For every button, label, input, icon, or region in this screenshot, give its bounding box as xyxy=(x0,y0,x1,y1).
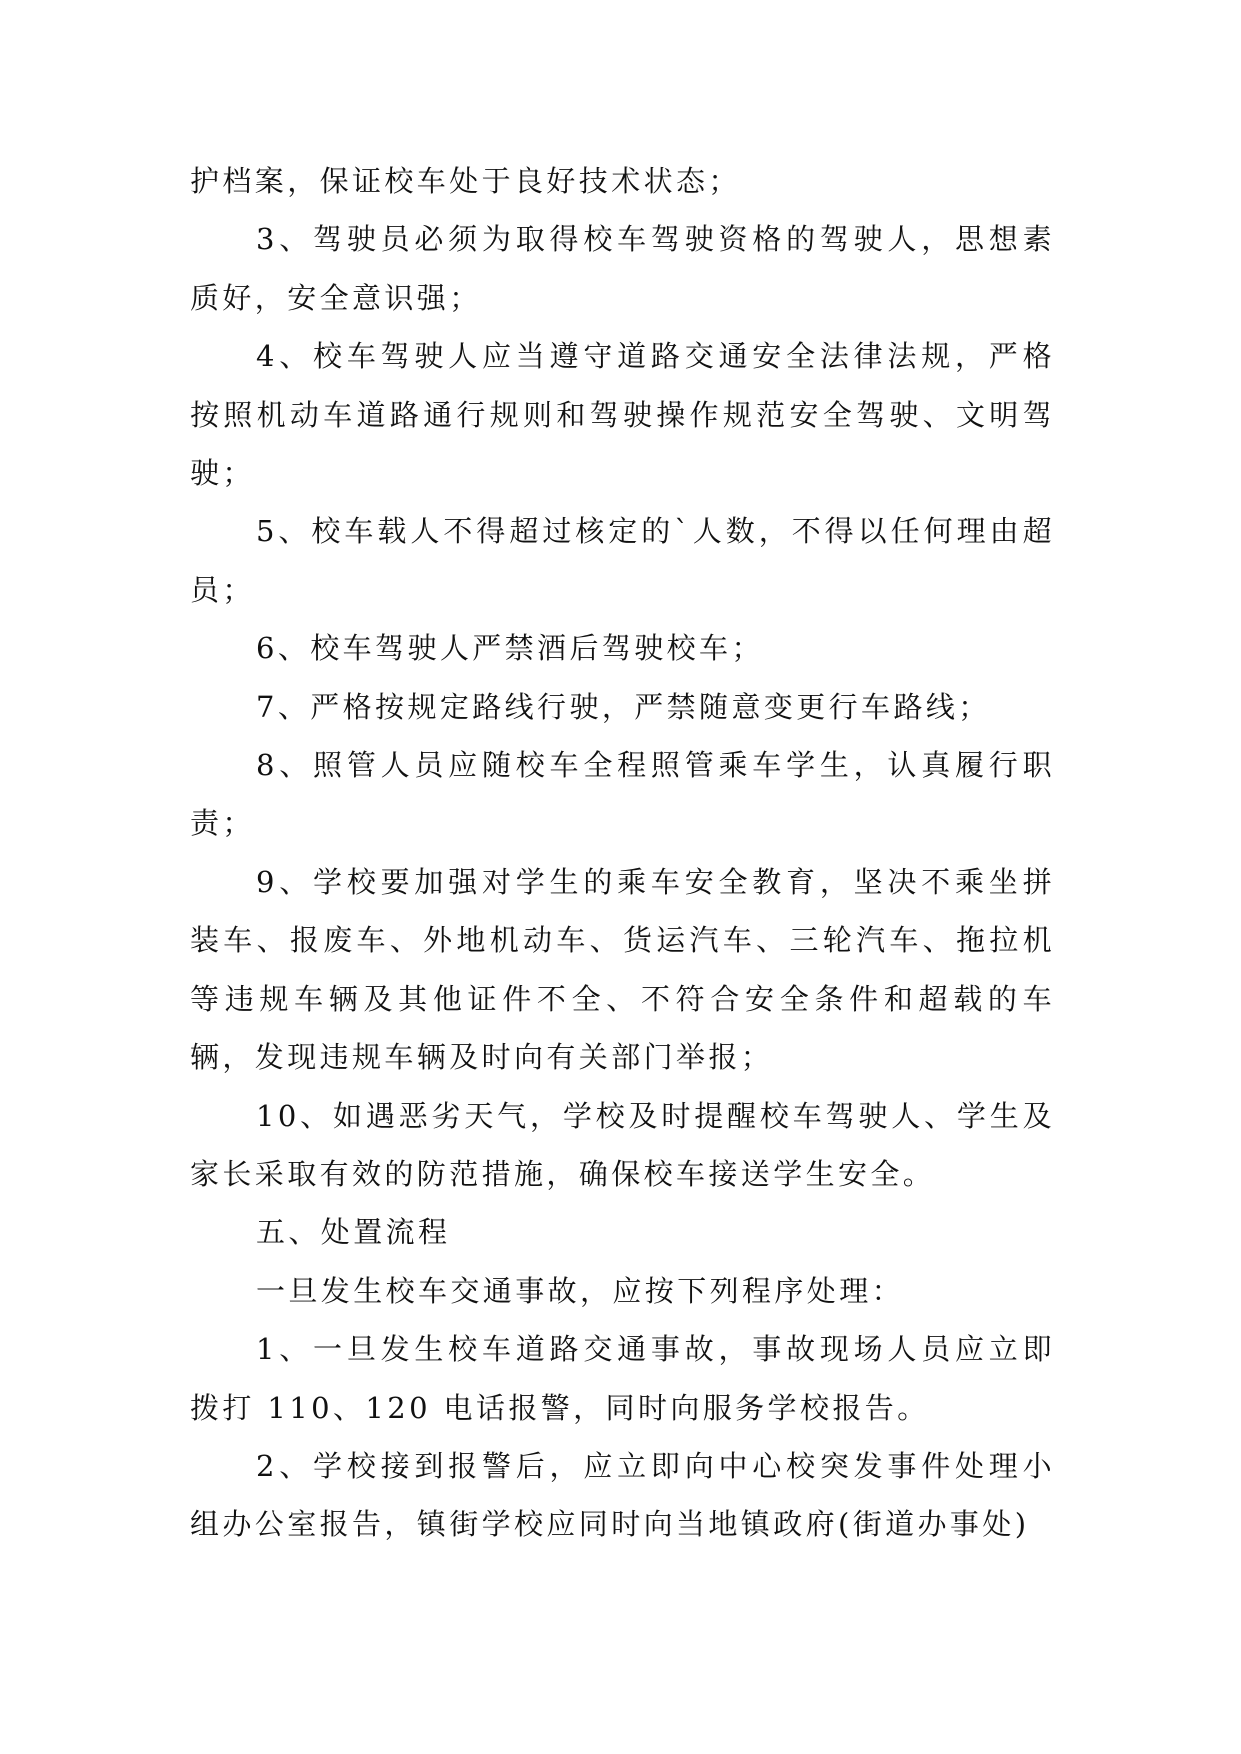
paragraph-item-8: 8、照管人员应随校车全程照管乘车学生，认真履行职责； xyxy=(190,748,1055,841)
paragraph-continuation: 护档案，保证校车处于良好技术状态； xyxy=(190,164,741,198)
paragraph-item-10: 10、如遇恶劣天气，学校及时提醒校车驾驶人、学生及家长采取有效的防范措施，确保校车接送学生安全。 xyxy=(190,1098,1055,1191)
paragraph-procedure-step-2: 2、学校接到报警后，应立即向中心校突发事件处理小组办公室报告，镇街学校应同时向当地镇政府(街道办事处) xyxy=(190,1448,1055,1542)
paragraph-item-4: 4、校车驾驶人应当遵守道路交通安全法律法规，严格按照机动车道路通行规则和驾驶操作规范安全驾驶、文明驾驶； xyxy=(190,339,1055,491)
paragraph-item-3: 3、驾驶员必须为取得校车驾驶资格的驾驶人，思想素质好，安全意识强； xyxy=(190,222,1055,315)
paragraph-item-6: 6、校车驾驶人严禁酒后驾驶校车； xyxy=(256,631,764,666)
paragraph-item-7: 7、严格按规定路线行驶，严禁随意变更行车路线； xyxy=(256,689,991,724)
document-body xyxy=(190,152,1055,1554)
paragraph-procedure-step-1: 1、一旦发生校车道路交通事故，事故现场人员应立即拨打 110、120 电话报警，同时向服务学校报告。 xyxy=(190,1332,1055,1425)
paragraph-item-9: 9、学校要加强对学生的乘车安全教育，坚决不乘坐拼装车、报废车、外地机动车、货运汽车、三轮汽车、拖拉机等违规车辆及其他证件不全、不符合安全条件和超载的车辆，发现违规车辆及时向有关部门举报； xyxy=(190,864,1055,1075)
paragraph-procedure-intro: 一旦发生校车交通事故，应按下列程序处理： xyxy=(256,1273,905,1308)
paragraph-item-5: 5、校车载人不得超过核定的`人数，不得以任何理由超员； xyxy=(190,514,1055,607)
section-heading-procedure: 五、处置流程 xyxy=(256,1215,451,1250)
